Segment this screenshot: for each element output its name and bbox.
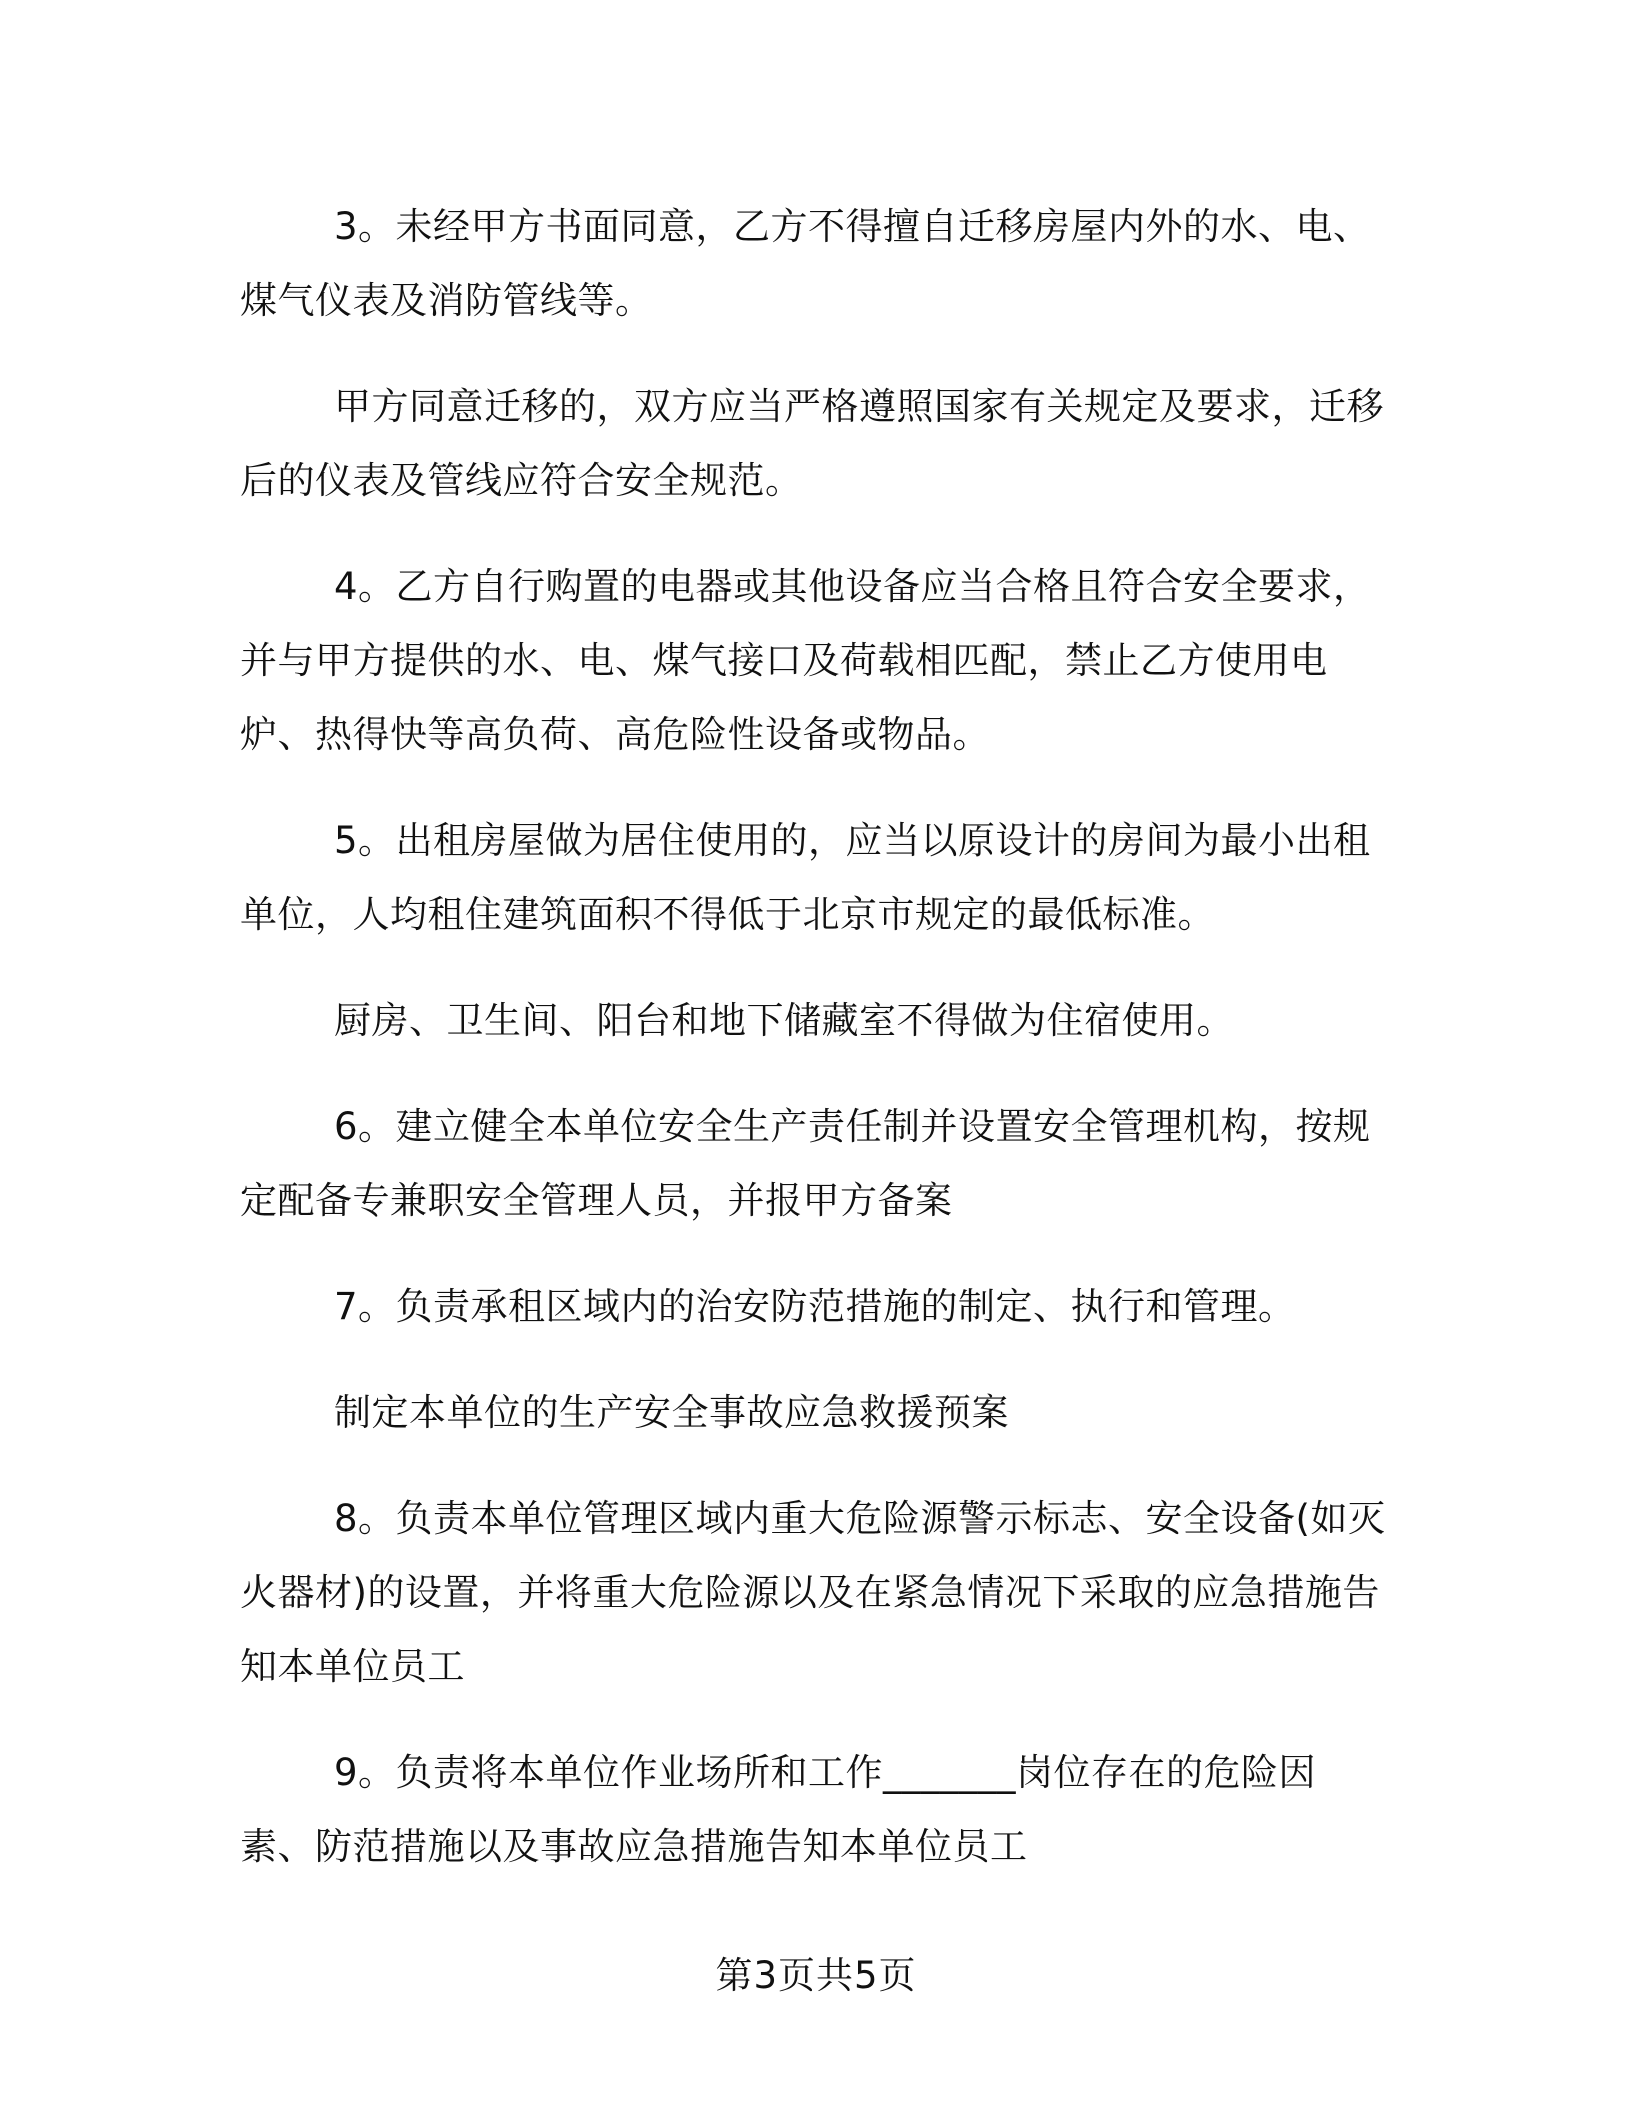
paragraph-clause-7: 7。负责承租区域内的治安防范措施的制定、执行和管理。	[334, 1285, 1296, 1328]
document-body	[240, 190, 1390, 1916]
paragraph-clause-9: 9。负责将本单位作业场所和工作_______岗位存在的危险因素、防范措施以及事故应急措施告知本单位员工	[240, 1751, 1317, 1868]
paragraph-clause-6: 6。建立健全本单位安全生产责任制并设置安全管理机构，按规定配备专兼职安全管理人员，并报甲方备案	[240, 1105, 1371, 1222]
paragraph-relocation: 甲方同意迁移的，双方应当严格遵照国家有关规定及要求，迁移后的仪表及管线应符合安全规范。	[240, 385, 1384, 502]
paragraph-clause-3: 3。未经甲方书面同意，乙方不得擅自迁移房屋内外的水、电、煤气仪表及消防管线等。	[240, 205, 1371, 322]
page-number-footer: 第3页共5页	[715, 1954, 917, 1997]
paragraph-clause-8: 8。负责本单位管理区域内重大危险源警示标志、安全设备(如灭火器材)的设置，并将重大危险源以及在紧急情况下采取的应急措施告知本单位员工	[240, 1497, 1386, 1688]
paragraph-kitchen: 厨房、卫生间、阳台和地下储藏室不得做为住宿使用。	[334, 999, 1234, 1042]
paragraph-emergency-plan: 制定本单位的生产安全事故应急救援预案	[334, 1391, 1009, 1434]
paragraph-clause-5: 5。出租房屋做为居住使用的，应当以原设计的房间为最小出租单位，人均租住建筑面积不得低于北京市规定的最低标准。	[240, 819, 1371, 936]
paragraph-clause-4: 4。乙方自行购置的电器或其他设备应当合格且符合安全要求，并与甲方提供的水、电、煤气接口及荷载相匹配，禁止乙方使用电炉、热得快等高负荷、高危险性设备或物品。	[240, 565, 1371, 756]
